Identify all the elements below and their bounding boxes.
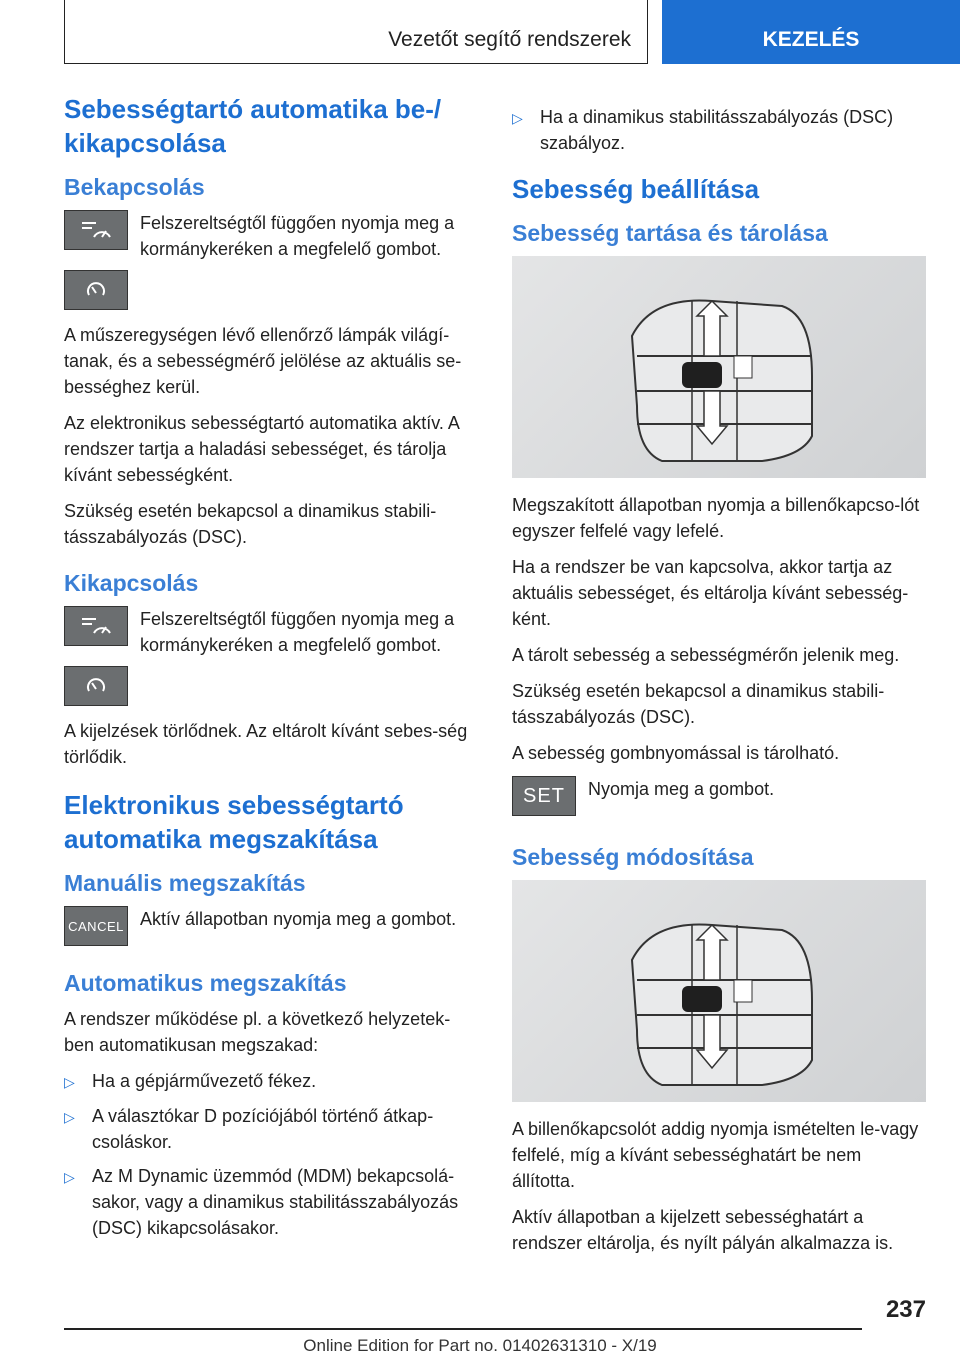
set-text: Nyomja meg a gombot. <box>588 779 775 799</box>
cancel-label: CANCEL <box>68 918 124 934</box>
footer-edition-text: Online Edition for Part no. 01402631310 - X/19 <box>303 1336 657 1355</box>
list-item: ▷ Ha a dinamikus stabilitásszabályozás (DSC) szabályoz. <box>512 104 926 156</box>
switch-off-instruction <box>64 606 478 658</box>
triangle-bullet-icon: ▷ <box>64 1109 75 1125</box>
hold-paragraph-3: A tárolt sebesség a sebességmérőn jelenik meg. <box>512 645 900 665</box>
heading-interrupt: Elektronikus sebességtartó automatika megszakítása <box>64 790 404 854</box>
switch-on-alt-icon-row <box>64 270 478 310</box>
dsc-bullet-list <box>512 104 926 156</box>
hold-paragraph-5: A sebesség gombnyomással is tárolható. <box>512 743 840 763</box>
cancel-button-icon <box>64 906 128 946</box>
section-title: Vezetőt segítő rendszerek <box>388 28 631 51</box>
switch-on-instruction <box>64 210 478 262</box>
page-number: 237 <box>885 1296 926 1323</box>
auto-interrupt-list <box>64 1068 478 1241</box>
list-item: ▷ A választókar D pozíciójából történő átkap-csoláskor. <box>64 1103 478 1155</box>
modify-paragraph-2: Aktív állapotban a kijelzett sebességhatárt a rendszer eltárolja, és nyílt pályán alkalmazza is. <box>512 1207 894 1253</box>
triangle-bullet-icon: ▷ <box>64 1074 75 1090</box>
manual-interrupt-instruction <box>64 906 478 946</box>
chapter-tab: KEZELÉS <box>662 0 960 64</box>
switch-off-alt-icon-row <box>64 666 478 706</box>
hold-paragraph-2: Ha a rendszer be van kapcsolva, akkor tartja az aktuális sebességet, és eltárolja kívánt sebesség-ként. <box>512 557 909 629</box>
manual-interrupt-text: Aktív állapotban nyomja meg a gombot. <box>140 909 457 929</box>
list-item: ▷ Ha a gépjárművezető fékez. <box>64 1068 478 1095</box>
set-instruction <box>512 776 926 816</box>
heading-set-speed: Sebesség beállítása <box>512 174 760 204</box>
set-button-icon <box>512 776 576 816</box>
heading-hold-store: Sebesség tartása és tárolása <box>512 220 828 246</box>
hold-paragraph-1: Megszakított állapotban nyomja a billenőkapcso-lót egyszer felfelé vagy lefelé. <box>512 495 920 541</box>
switch-on-paragraph-3: Szükség esetén bekapcsol a dinamikus stabili-tásszabályozás (DSC). <box>64 501 437 547</box>
cruise-control-icon <box>64 210 128 250</box>
switch-on-paragraph-1: A műszeregységen lévő ellenőrző lámpák világí-tanak, és a sebességmérő jelölése az aktuális se-bességhez kerül. <box>64 325 462 397</box>
set-label: SET <box>523 784 565 807</box>
triangle-bullet-icon: ▷ <box>64 1169 75 1185</box>
left-column <box>64 92 478 1251</box>
right-column <box>512 104 926 1266</box>
list-item: ▷ Az M Dynamic üzemmód (MDM) bekapcsolá-sakor, vagy a dinamikus stabilitásszabályozás (DSC) kikapcsolásakor. <box>64 1163 478 1241</box>
page-header <box>0 0 960 66</box>
steering-wheel-rocker-image <box>512 256 926 478</box>
auto-interrupt-intro: A rendszer működése pl. a következő helyzetek-ben automatikusan megszakad: <box>64 1009 451 1055</box>
heading-switch-on: Bekapcsolás <box>64 174 205 200</box>
hold-paragraph-4: Szükség esetén bekapcsol a dinamikus stabili-tásszabályozás (DSC). <box>512 681 885 727</box>
modify-paragraph-1: A billenőkapcsolót addig nyomja ismételten le-vagy felfelé, míg a kívánt sebességhatárt be nem állította. <box>512 1119 919 1191</box>
switch-on-paragraph-2: Az elektronikus sebességtartó automatika aktív. A rendszer tartja a haladási sebességet, és tárolja kívánt sebességként. <box>64 413 459 485</box>
triangle-bullet-icon: ▷ <box>512 110 523 126</box>
speedometer-button-icon <box>64 666 128 706</box>
switch-on-text: Felszereltségtől függően nyomja meg a kormánykeréken a megfelelő gombot. <box>140 213 455 259</box>
speedometer-button-icon <box>64 270 128 310</box>
heading-cruise-on-off: Sebességtartó automatika be‑/ kikapcsolása <box>64 94 442 158</box>
heading-auto-interrupt: Automatikus megszakítás <box>64 970 347 996</box>
heading-manual-interrupt: Manuális megszakítás <box>64 870 306 896</box>
heading-switch-off: Kikapcsolás <box>64 570 199 596</box>
switch-off-paragraph: A kijelzések törlődnek. Az eltárolt kívánt sebes-ség törlődik. <box>64 721 468 767</box>
heading-modify-speed: Sebesség módosítása <box>512 844 754 870</box>
switch-off-text: Felszereltségtől függően nyomja meg a kormánykeréken a megfelelő gombot. <box>140 609 455 655</box>
section-header-box <box>64 0 648 64</box>
cruise-control-icon <box>64 606 128 646</box>
steering-wheel-rocker-image-2 <box>512 880 926 1102</box>
footer-divider <box>64 1328 862 1330</box>
